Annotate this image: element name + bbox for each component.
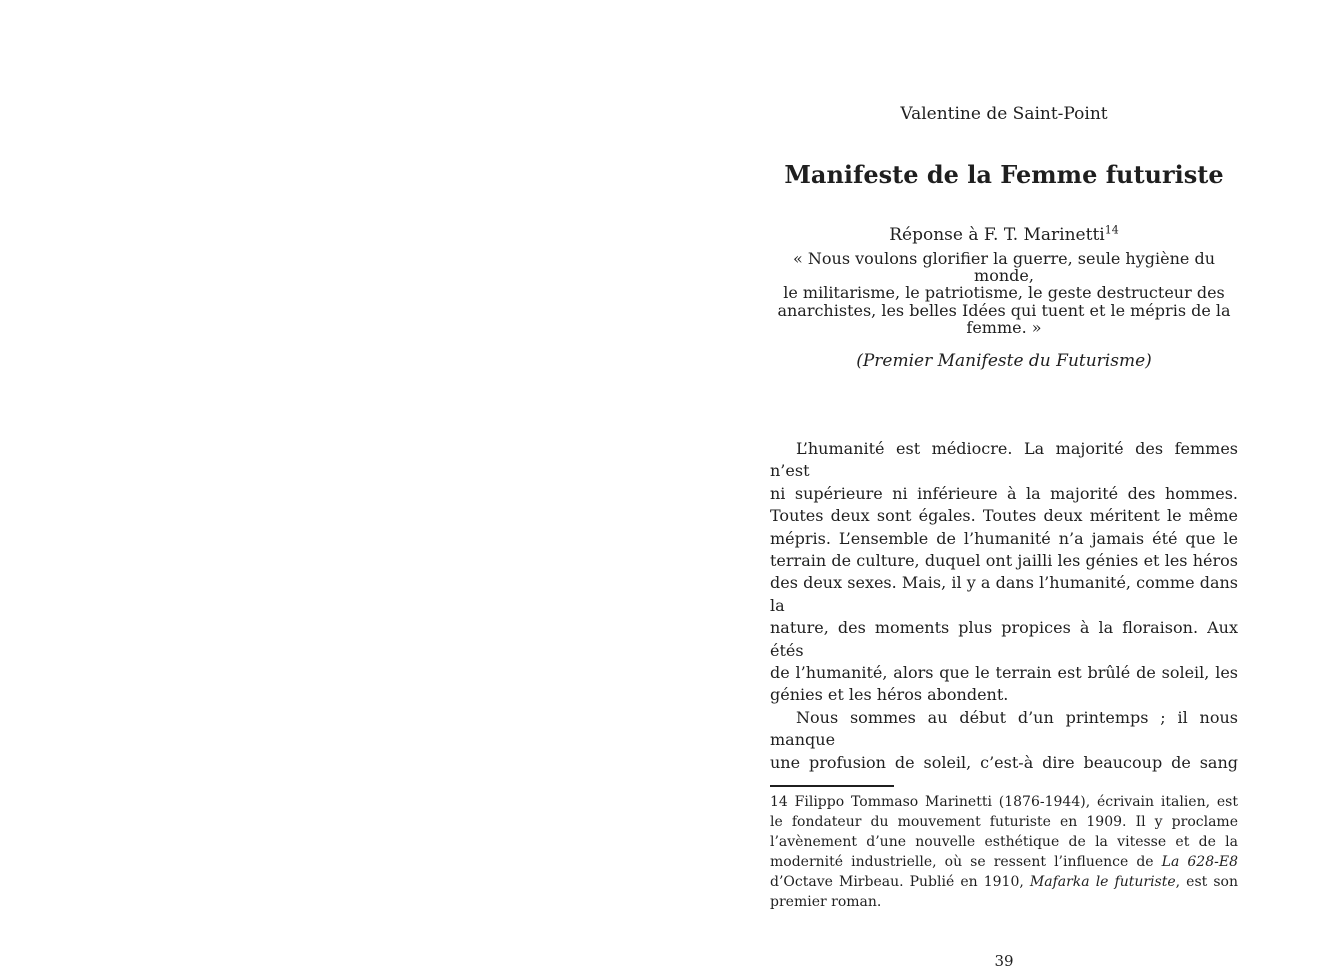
text-segment: « Nous voulons glorifier la guerre, seule hygiène du monde,	[793, 249, 1215, 286]
body-paragraph	[770, 438, 1238, 707]
chapter-title: Manifeste de la Femme futuriste	[784, 160, 1224, 189]
text-line	[770, 319, 1238, 336]
text-segment: le militarisme, le patriotisme, le geste destructeur des	[783, 283, 1225, 303]
footnote-reference-number: 14	[1104, 223, 1119, 237]
text-segment: anarchistes, les belles Idées qui tuent et le mépris de la	[777, 300, 1231, 320]
text-line	[770, 550, 1238, 572]
text-line	[770, 483, 1238, 505]
book-page	[770, 0, 1238, 971]
text-segment: de l’humanité, alors que le terrain est brûlé de soleil, les	[770, 663, 1238, 683]
text-segment: 14 Filippo Tommaso Marinetti (1876-1944), écrivain italien, est le fondateur du mouvement futuriste en 1909. Il y proclame l’avènement d’une nouvelle esthétique de la vitesse et de la modernité industrielle, où se ressent l’influence de	[770, 794, 1238, 871]
footnote-text	[770, 792, 1238, 912]
epigraph-attribution-text: Réponse à F. T. Marinetti	[889, 225, 1105, 245]
text-segment: ni supérieure ni inférieure à la majorité des hommes.	[770, 483, 1238, 503]
text-segment: Toutes deux sont égales. Toutes deux méritent le même	[770, 506, 1238, 526]
text-segment: femme. »	[966, 317, 1042, 337]
text-line	[770, 250, 1238, 284]
footnote-separator-rule	[770, 785, 894, 787]
epigraph-source: (Premier Manifeste du Futurisme)	[856, 351, 1152, 372]
text-segment: une profusion de soleil, c’est-à dire beaucoup de sang	[770, 752, 1238, 772]
text-segment: mépris. L’ensemble de l’humanité n’a jamais été que le	[770, 528, 1238, 548]
text-line	[770, 752, 1238, 774]
body-paragraph	[770, 707, 1238, 774]
italic-text-segment: La 628-E8	[1161, 854, 1238, 871]
text-segment: des deux sexes. Mais, il y a dans l’humanité, comme dans la	[770, 573, 1238, 615]
text-line	[770, 438, 1238, 483]
text-line	[770, 528, 1238, 550]
text-segment: , est son premier roman.	[770, 874, 1238, 911]
text-segment: terrain de culture, duquel ont jailli les génies et les héros	[770, 551, 1238, 571]
text-segment: L’humanité est médiocre. La majorité des femmes n’est	[770, 439, 1238, 481]
author-name: Valentine de Saint-Point	[900, 104, 1108, 124]
text-line	[770, 662, 1238, 684]
text-segment: nature, des moments plus propices à la floraison. Aux étés	[770, 618, 1238, 660]
text-line	[770, 284, 1238, 301]
text-segment: Nous sommes au début d’un printemps ; il nous manque	[770, 707, 1238, 750]
body-text	[770, 438, 1238, 774]
text-line	[770, 617, 1238, 662]
text-segment: génies et les héros abondent.	[770, 685, 1009, 705]
text-line	[770, 707, 1238, 752]
text-segment: d’Octave Mirbeau. Publié en 1910,	[770, 874, 1030, 891]
italic-text-segment: Mafarka le futuriste	[1029, 874, 1176, 891]
text-line	[770, 572, 1238, 617]
text-line	[770, 302, 1238, 319]
text-line	[770, 684, 1238, 706]
text-line	[770, 505, 1238, 527]
page-number: 39	[994, 952, 1014, 971]
epigraph-attribution	[770, 225, 1238, 246]
epigraph-quote	[770, 250, 1238, 336]
